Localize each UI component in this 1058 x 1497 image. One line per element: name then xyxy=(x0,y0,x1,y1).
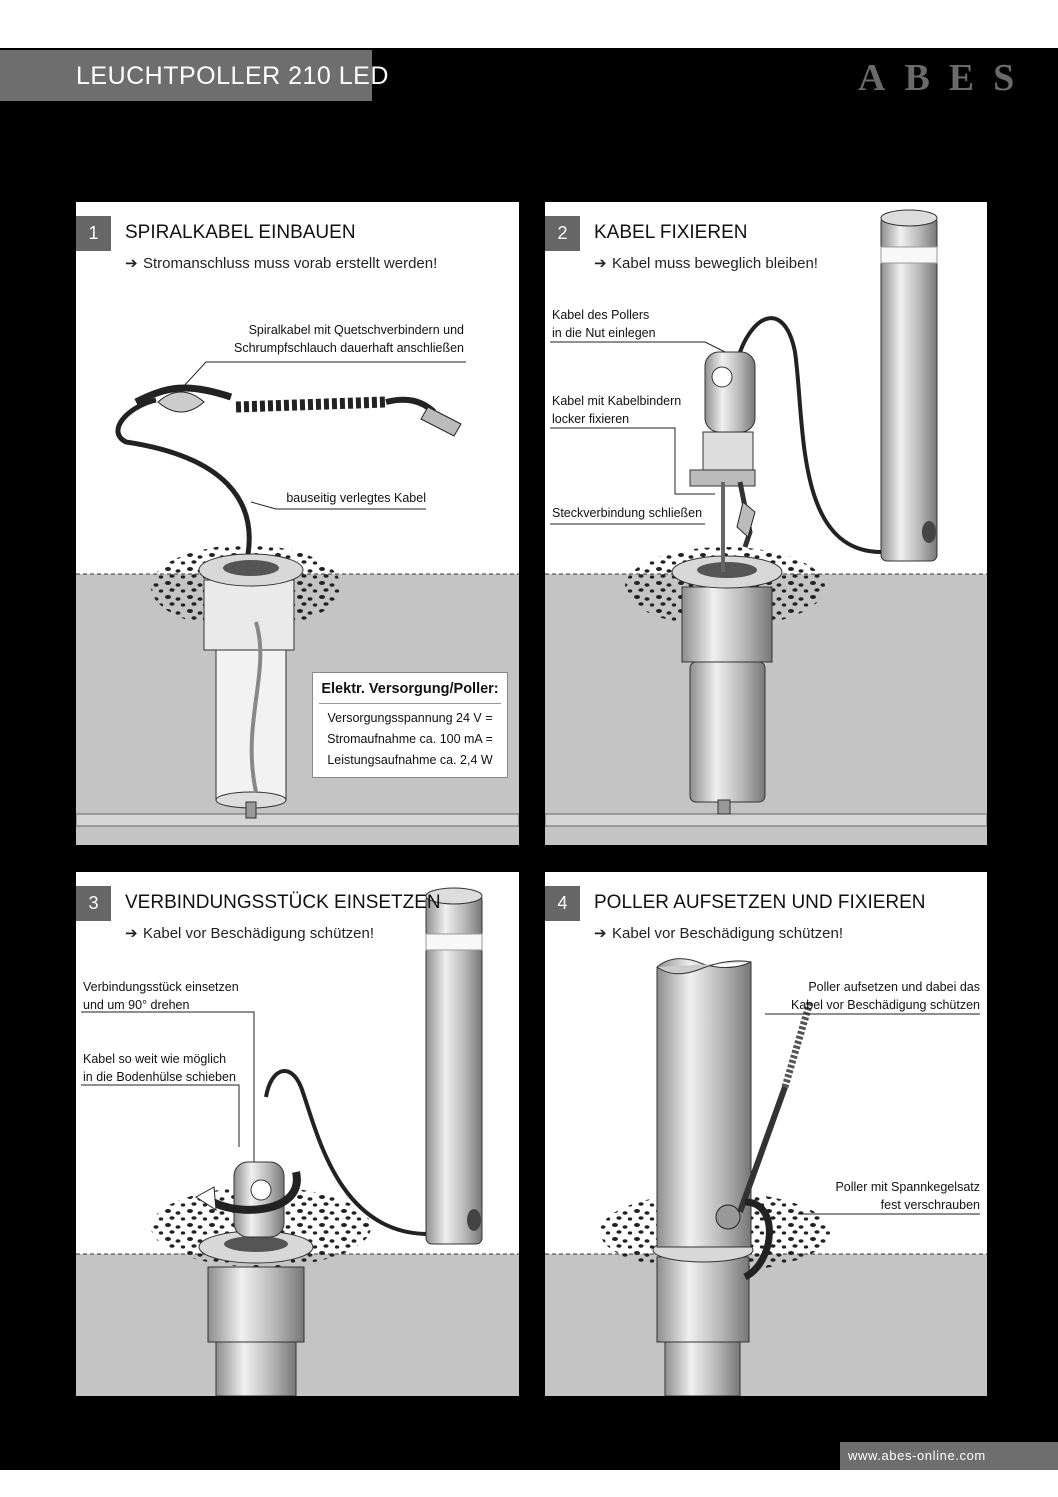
bottom-margin xyxy=(0,1470,1058,1497)
step-title: KABEL FIXIEREN xyxy=(594,222,748,243)
step-subtitle-text: Kabel muss beweglich bleiben! xyxy=(612,255,818,272)
step-subtitle xyxy=(594,924,843,942)
step-subtitle xyxy=(125,924,374,942)
step-subtitle-text: Kabel vor Beschädigung schützen! xyxy=(143,925,374,942)
info-current: Stromaufnahme ca. 100 mA = xyxy=(327,732,493,746)
info-power: Leistungsaufnahme ca. 2,4 W xyxy=(327,753,493,767)
power-info-box xyxy=(312,672,508,778)
step-3-illustration xyxy=(76,872,519,1396)
annotation-line: in die Nut einlegen xyxy=(552,326,656,340)
step-panel-4 xyxy=(545,872,987,1396)
step-title: POLLER AUFSETZEN UND FIXIEREN xyxy=(594,892,926,913)
step-subtitle-text: Stromanschluss muss vorab erstellt werden! xyxy=(143,255,438,272)
info-divider xyxy=(319,703,501,704)
brand-logo: ABES xyxy=(858,57,1034,99)
annotation-tension-cone xyxy=(835,1178,980,1214)
annotation-line: Kabel des Pollers xyxy=(552,308,650,322)
annotation-groove xyxy=(552,306,656,342)
arrow-right-icon: ➔ xyxy=(594,925,607,942)
website-link[interactable]: www.abes-online.com xyxy=(848,1448,986,1463)
annotation-line: Steckverbindung schließen xyxy=(552,506,703,520)
annotation-push-cable xyxy=(83,1050,236,1086)
annotation-line: locker fixieren xyxy=(552,412,630,426)
annotation-line: und um 90° drehen xyxy=(83,998,190,1012)
info-title: Elektr. Versorgung/Poller: xyxy=(321,681,499,697)
top-margin xyxy=(0,0,1058,48)
info-voltage: Versorgungsspannung 24 V = xyxy=(327,711,493,725)
step-number: 1 xyxy=(76,216,111,251)
arrow-right-icon: ➔ xyxy=(125,925,138,942)
step-title: SPIRALKABEL EINBAUEN xyxy=(125,222,356,243)
annotation-line: Verbindungsstück einsetzen xyxy=(83,980,239,994)
annotation-line: bauseitig verlegtes Kabel xyxy=(286,491,426,505)
step-subtitle-text: Kabel vor Beschädigung schützen! xyxy=(612,925,843,942)
step-number: 3 xyxy=(76,886,111,921)
step-2-illustration xyxy=(545,202,987,845)
annotation-connector xyxy=(83,978,239,1014)
step-number: 4 xyxy=(545,886,580,921)
annotation-line: Kabel so weit wie möglich xyxy=(83,1052,227,1066)
step-panel-1 xyxy=(76,202,519,845)
annotation-line: fest verschrauben xyxy=(880,1198,980,1212)
annotation-line: in die Bodenhülse schieben xyxy=(83,1070,236,1084)
arrow-right-icon: ➔ xyxy=(594,255,607,272)
annotation-site-cable xyxy=(286,489,426,507)
annotation-plug xyxy=(552,504,702,522)
annotation-line: Spiralkabel mit Quetschverbindern und xyxy=(248,323,464,337)
step-panel-2 xyxy=(545,202,987,845)
step-title: VERBINDUNGSSTÜCK EINSETZEN xyxy=(125,892,441,913)
annotation-line: Poller mit Spannkegelsatz xyxy=(835,1180,980,1194)
step-number: 2 xyxy=(545,216,580,251)
annotation-set-bollard xyxy=(791,978,980,1014)
annotation-line: Kabel vor Beschädigung schützen xyxy=(790,998,980,1012)
annotation-spiral-cable xyxy=(234,321,464,357)
annotation-cable-ties xyxy=(552,392,681,428)
step-panel-3 xyxy=(76,872,519,1396)
step-4-illustration xyxy=(545,872,987,1396)
arrow-right-icon: ➔ xyxy=(125,255,138,272)
step-subtitle xyxy=(125,254,437,272)
annotation-line: Poller aufsetzen und dabei das xyxy=(808,980,980,994)
annotation-line: Kabel mit Kabelbindern xyxy=(552,394,682,408)
page-title: LEUCHTPOLLER 210 LED xyxy=(76,62,389,90)
annotation-line: Schrumpfschlauch dauerhaft anschließen xyxy=(234,341,464,355)
step-subtitle xyxy=(594,254,818,272)
